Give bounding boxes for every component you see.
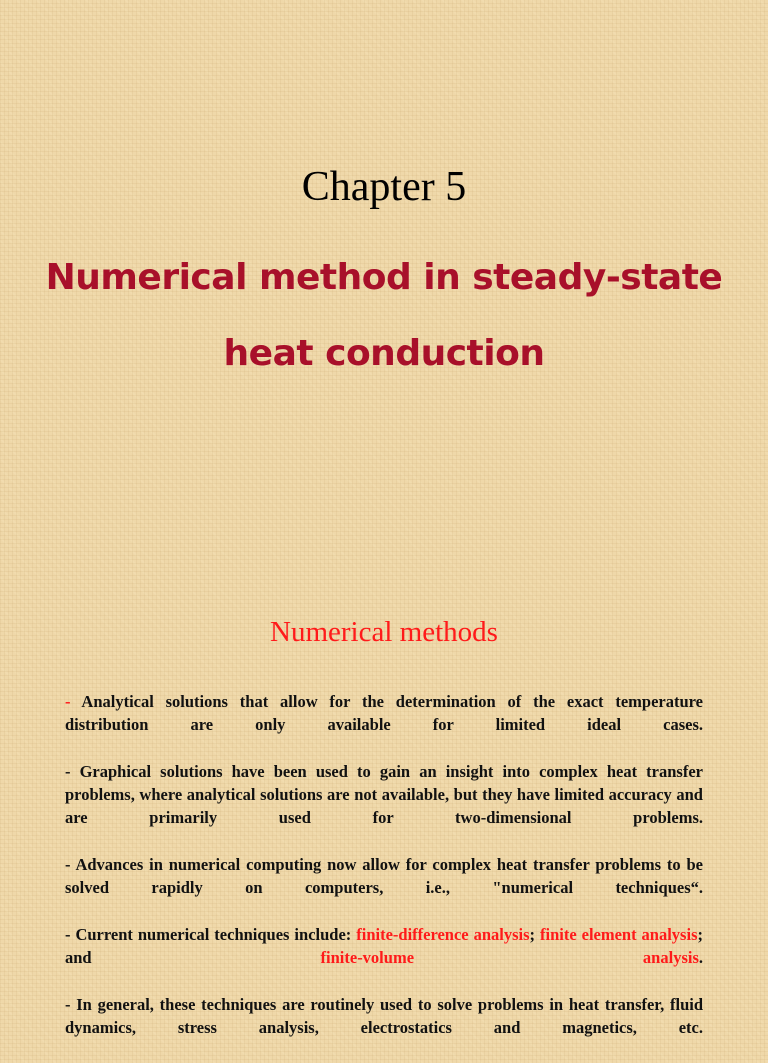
chapter-title: Numerical method in steady-state heat conduction: [45, 257, 723, 374]
paragraph-general: - In general, these techniques are routinely used to solve problems in heat transfer, fluid dynamics, stress analysis, electrostatics and magnetics, etc.: [65, 995, 703, 1037]
content-slide: [0, 560, 768, 1037]
paragraph-analytical: [65, 690, 703, 736]
term-finite-difference: finite-difference analysis: [356, 925, 530, 944]
separator: ; and: [65, 925, 703, 967]
chapter-number: Chapter 5: [301, 164, 467, 210]
paragraph-graphical: - Graphical solutions have been used to gain an insight into complex heat transfer problems, where analytical solutions are not available, but they have limited accuracy and are primarily used for two-dimensional problems.: [65, 762, 703, 827]
section-heading: Numerical methods: [270, 616, 498, 648]
body-text: [65, 690, 703, 1063]
paragraph-text: Analytical solutions that allow for the determination of the exact temperature distribution are only available for limited ideal cases.: [65, 692, 703, 734]
term-finite-volume: finite-volume analysis: [320, 948, 699, 967]
term-finite-element: finite element analysis: [540, 925, 698, 944]
period: .: [698, 948, 703, 967]
separator: ;: [529, 925, 540, 944]
paragraph-techniques: [65, 923, 703, 969]
techniques-prefix: - Current numerical techniques include:: [65, 925, 357, 944]
bullet-dash: -: [65, 692, 71, 711]
paragraph-advances: - Advances in numerical computing now allow for complex heat transfer problems to be solved rapidly on computers, i.e., "numerical techniques“.: [65, 855, 703, 897]
